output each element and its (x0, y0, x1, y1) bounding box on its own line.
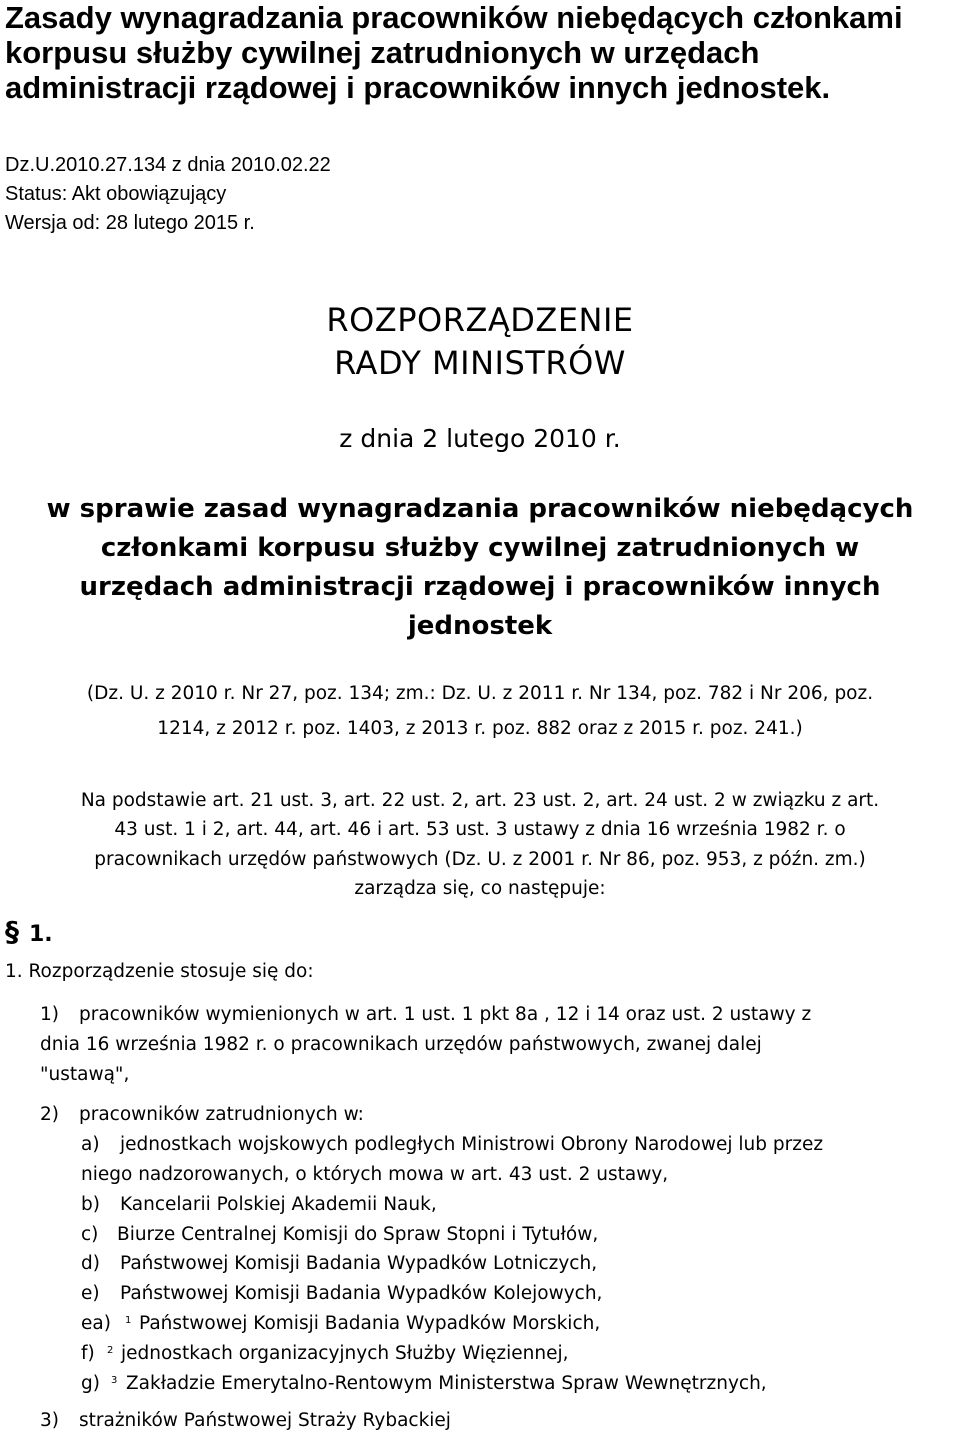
legal-basis-line: zarządza się, co następuje: (354, 878, 606, 899)
subitem-text: jednostkach organizacyjnych Służby Więziennej, (121, 1343, 569, 1364)
item-text: pracowników zatrudnionych w: (79, 1104, 364, 1125)
act-subject-line: członkami korpusu służby cywilnej zatrudnionych w (100, 533, 860, 563)
footnote-ref[interactable] (107, 1343, 113, 1364)
publication-line: (Dz. U. z 2010 r. Nr 27, poz. 134; zm.: Dz. U. z 2011 r. Nr 134, poz. 782 i Nr 206, poz. (86, 683, 874, 704)
subitem-text: niego nadzorowanych, o których mowa w art. 43 ust. 2 ustawy, (81, 1164, 669, 1185)
act-subject-line: jednostek (407, 611, 553, 641)
subitem-letter: c) (81, 1224, 99, 1245)
subitem-letter: b) (81, 1194, 100, 1215)
footnote-ref[interactable] (111, 1373, 117, 1394)
item-number: 2) (40, 1104, 59, 1125)
section-heading (5, 917, 53, 950)
act-type-line1: ROZPORZĄDZENIE (326, 301, 634, 339)
publication-line: 1214, z 2012 r. poz. 1403, z 2013 r. poz. 882 oraz z 2015 r. poz. 241.) (157, 718, 803, 739)
item-number: 1) (40, 1004, 59, 1025)
subitem-text: Państwowej Komisji Badania Wypadków Kolejowych, (120, 1283, 603, 1304)
section-symbol: § (5, 915, 19, 948)
document-version: Wersja od: 28 lutego 2015 r. (5, 212, 255, 234)
footnote-ref[interactable] (125, 1313, 131, 1334)
section-intro: 1. Rozporządzenie stosuje się do: (5, 961, 314, 982)
legal-basis-line: 43 ust. 1 i 2, art. 44, art. 46 i art. 53 ust. 3 ustawy z dnia 16 września 1982 r. o (114, 819, 846, 840)
subitem-text: Państwowej Komisji Badania Wypadków Morskich, (139, 1313, 601, 1334)
subitem-letter: a) (81, 1134, 100, 1155)
subitem-letter: e) (81, 1283, 100, 1304)
document-title: Zasady wynagradzania pracowników niebędących członkami korpusu służby cywilnej zatrudnionych w urzędach administracji rządowej i pracowników innych jednostek. (5, 0, 903, 105)
document-reference: Dz.U.2010.27.134 z dnia 2010.02.22 (5, 154, 331, 176)
subitem-text: Biurze Centralnej Komisji do Spraw Stopni i Tytułów, (117, 1224, 599, 1245)
subitem-text: Kancelarii Polskiej Akademii Nauk, (120, 1194, 437, 1215)
document-status: Status: Akt obowiązujący (5, 183, 227, 205)
subitem-letter: d) (81, 1253, 100, 1274)
act-type-line2: RADY MINISTRÓW (334, 344, 626, 382)
footnote-number: 1 (125, 1315, 132, 1326)
subitem-text: Zakładzie Emerytalno-Rentowym Ministerstwa Spraw Wewnętrznych, (126, 1373, 767, 1394)
footnote-number: 2 (107, 1345, 114, 1356)
item-line: pracowników wymienionych w art. 1 ust. 1 pkt 8a , 12 i 14 oraz ust. 2 ustawy z (79, 1004, 812, 1025)
act-subject-line: urzędach administracji rządowej i pracowników innych (79, 572, 881, 602)
subitem-letter: ea) (81, 1313, 111, 1334)
subitem-text: Państwowej Komisji Badania Wypadków Lotniczych, (120, 1253, 598, 1274)
footnote-number: 3 (111, 1375, 118, 1386)
subitem-letter: g) (81, 1373, 100, 1394)
item-line: dnia 16 września 1982 r. o pracownikach urzędów państwowych, zwanej dalej (40, 1034, 762, 1055)
subitem-letter: f) (81, 1343, 95, 1364)
subitem-text: jednostkach wojskowych podległych Ministrowi Obrony Narodowej lub przez (120, 1134, 824, 1155)
item-text: strażników Państwowej Straży Rybackiej (79, 1410, 451, 1431)
item-number: 3) (40, 1410, 59, 1431)
legal-basis-line: Na podstawie art. 21 ust. 3, art. 22 ust. 2, art. 23 ust. 2, art. 24 ust. 2 w związku z art. (80, 790, 880, 811)
legal-basis-line: pracownikach urzędów państwowych (Dz. U. z 2001 r. Nr 86, poz. 953, z późn. zm.) (94, 849, 866, 870)
act-date: z dnia 2 lutego 2010 r. (339, 424, 621, 453)
section-number: 1. (29, 922, 53, 947)
item-line: "ustawą", (40, 1064, 130, 1085)
act-subject-line: w sprawie zasad wynagradzania pracowników niebędących (46, 494, 914, 524)
